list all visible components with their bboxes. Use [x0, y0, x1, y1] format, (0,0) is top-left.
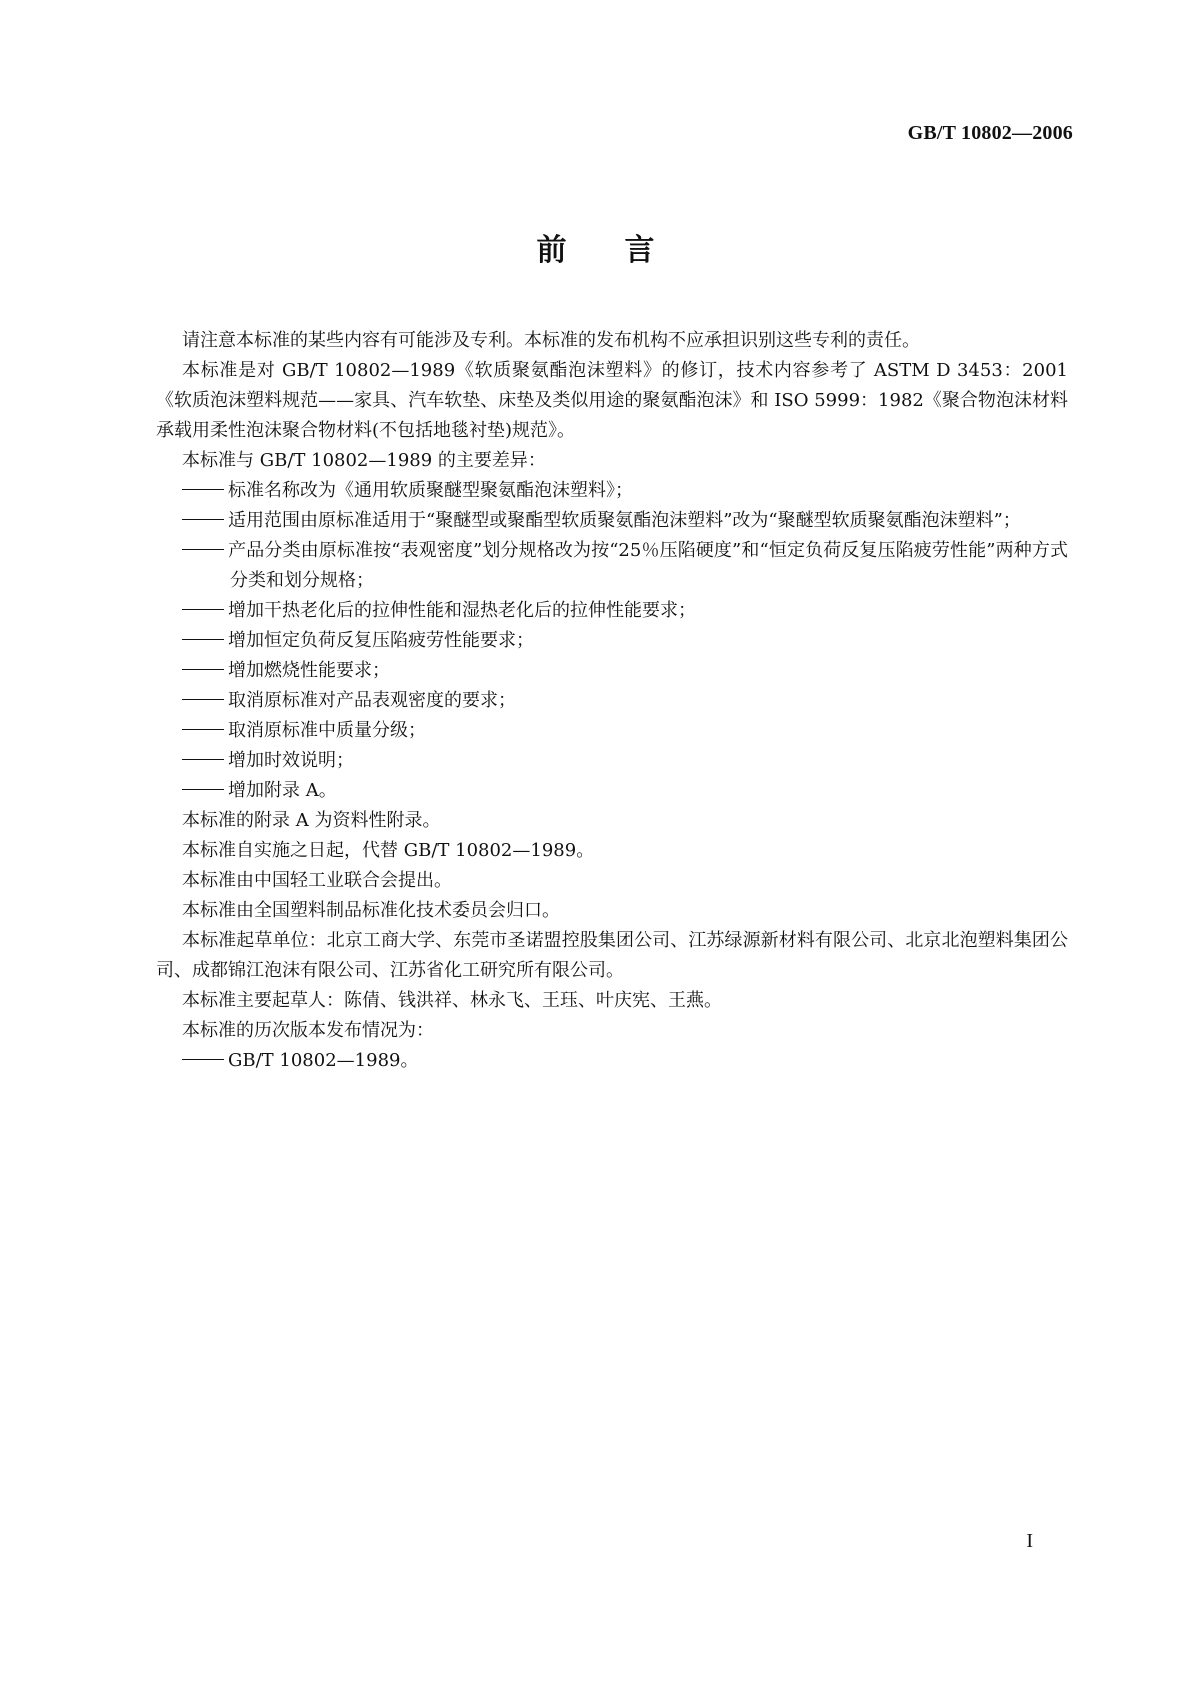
paragraph-proposed-by: 本标准由中国轻工业联合会提出。 [182, 870, 452, 891]
history-list [156, 1046, 1068, 1076]
dash-marker [182, 626, 228, 656]
list-item [182, 626, 1068, 656]
paragraph-replaces: 本标准自实施之日起，代替 GB/T 10802—1989。 [182, 840, 595, 861]
list-item-text: 增加燃烧性能要求； [228, 660, 390, 681]
paragraph-managed-by: 本标准由全国塑料制品标准化技术委员会归口。 [182, 900, 560, 921]
list-item-text: 增加附录 A。 [228, 780, 337, 801]
paragraph-appendix: 本标准的附录 A 为资料性附录。 [182, 810, 441, 831]
dash-marker [182, 716, 228, 746]
list-item-text: 适用范围由原标准适用于“聚醚型或聚酯型软质聚氨酯泡沫塑料”改为“聚醚型软质聚氨酯泡沫塑料”； [228, 510, 1021, 531]
list-item-text: GB/T 10802—1989。 [228, 1050, 419, 1071]
list-item-text: 取消原标准对产品表观密度的要求； [228, 690, 516, 711]
dash-marker [182, 1046, 228, 1076]
list-item [182, 506, 1068, 536]
list-item-text: 标准名称改为《通用软质聚醚型聚氨酯泡沫塑料》； [228, 480, 633, 501]
paragraph-differences-intro: 本标准与 GB/T 10802—1989 的主要差异： [182, 450, 546, 471]
list-item [182, 476, 1068, 506]
dash-marker [182, 686, 228, 716]
list-item [182, 776, 1068, 806]
list-item-text: 产品分类由原标准按“表观密度”划分规格改为按“25％压陷硬度”和“恒定负荷反复压陷疲劳性能”两种方式分类和划分规格； [228, 540, 1068, 591]
list-item [182, 686, 1068, 716]
dash-marker [182, 476, 228, 506]
list-item [182, 596, 1068, 626]
list-item [182, 536, 1068, 596]
list-item [182, 746, 1068, 776]
paragraph-history-intro: 本标准的历次版本发布情况为： [182, 1020, 434, 1041]
list-item-text: 增加时效说明； [228, 750, 354, 771]
page-title [0, 225, 1191, 269]
foreword-body [156, 326, 1068, 1076]
list-item-text: 取消原标准中质量分级； [228, 720, 426, 741]
title-char-2: 言 [624, 233, 655, 268]
list-item-text: 增加干热老化后的拉伸性能和湿热老化后的拉伸性能要求； [228, 600, 696, 621]
dash-marker [182, 656, 228, 686]
dash-marker [182, 596, 228, 626]
dash-marker [182, 506, 228, 536]
dash-marker [182, 776, 228, 806]
paragraph-drafters: 本标准主要起草人：陈倩、钱洪祥、林永飞、王珏、叶庆宪、王燕。 [182, 990, 722, 1011]
dash-marker [182, 746, 228, 776]
list-item [182, 1046, 1068, 1076]
dash-marker [182, 536, 228, 566]
list-item [182, 716, 1068, 746]
paragraph-patent-notice: 请注意本标准的某些内容有可能涉及专利。本标准的发布机构不应承担识别这些专利的责任。 [182, 330, 920, 351]
paragraph-drafting-units: 本标准起草单位：北京工商大学、东莞市圣诺盟控股集团公司、江苏绿源新材料有限公司、北京北泡塑料集团公司、成都锦江泡沫有限公司、江苏省化工研究所有限公司。 [156, 930, 1068, 981]
title-char-1: 前 [536, 233, 567, 268]
standard-code: GB/T 10802—2006 [907, 122, 1073, 144]
page-number: I [1026, 1530, 1033, 1552]
list-item-text: 增加恒定负荷反复压陷疲劳性能要求； [228, 630, 534, 651]
list-item [182, 656, 1068, 686]
paragraph-revision: 本标准是对 GB/T 10802—1989《软质聚氨酯泡沫塑料》的修订，技术内容参考了 ASTM D 3453：2001《软质泡沫塑料规范——家具、汽车软垫、床垫及类似用途的聚氨酯泡沫》和 ISO 5999：1982《聚合物泡沫材料承载用柔性泡沫聚合物材料(不包括地毯衬垫)规范》。 [156, 360, 1068, 441]
differences-list [156, 476, 1068, 806]
